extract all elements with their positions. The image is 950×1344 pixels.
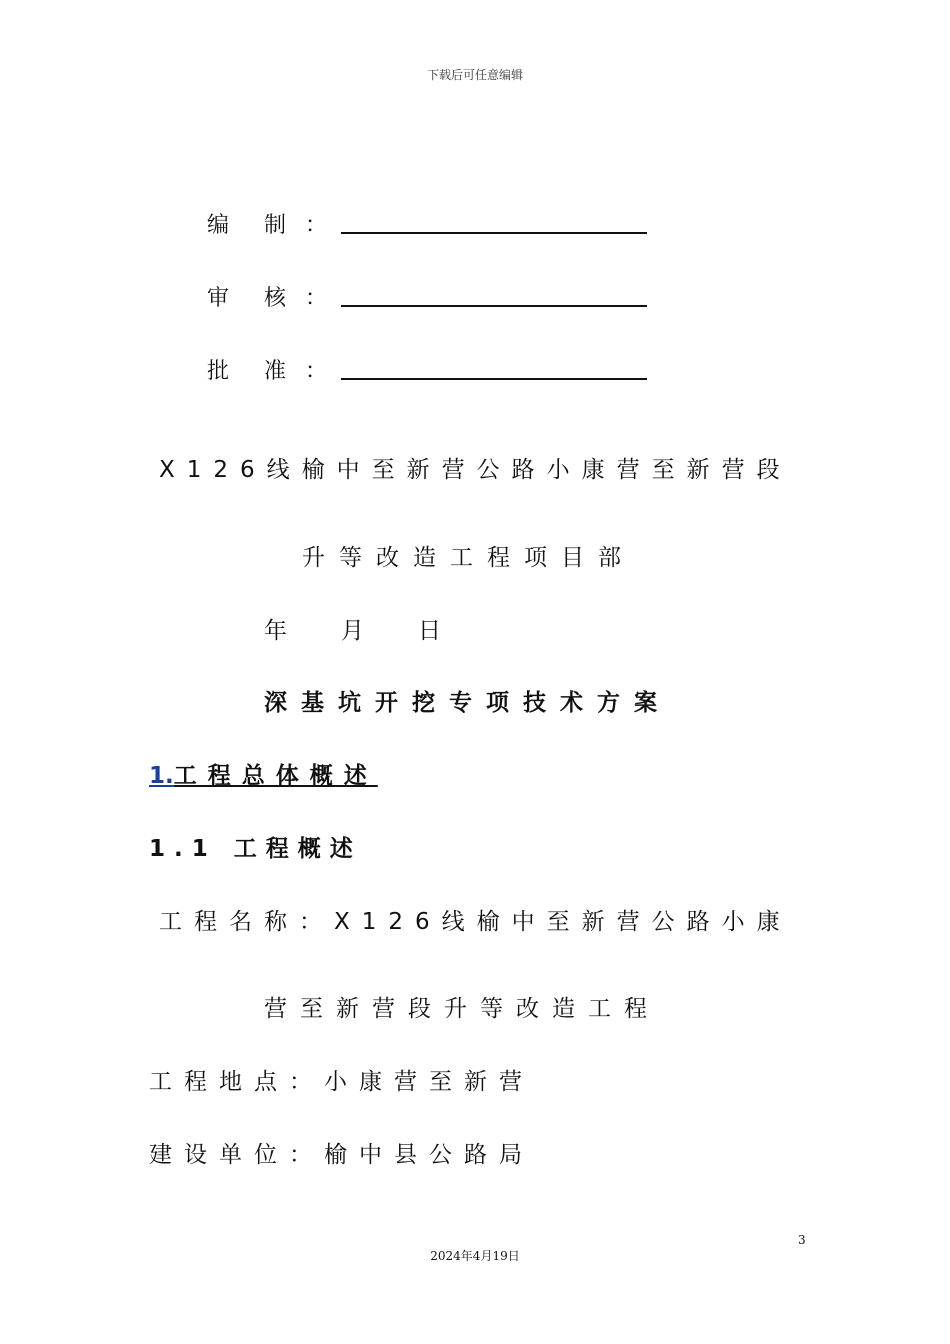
signature-label-char: 制 <box>264 213 290 238</box>
signature-label-char: 核 <box>264 286 290 311</box>
signature-colon: ： <box>305 213 331 238</box>
signature-colon: ： <box>305 286 331 311</box>
signature-label-char: 编 <box>207 213 233 238</box>
section-number-link[interactable]: 1. <box>149 763 174 789</box>
signature-label-char: 审 <box>207 286 233 311</box>
field-project-name-line1: 工程名称：X126线榆中至新营公路小康 <box>159 909 792 935</box>
signature-line <box>341 232 647 234</box>
section-heading-1 <box>149 757 378 790</box>
document-title: 深基坑开挖专项技术方案 <box>264 690 671 716</box>
field-builder: 建设单位：榆中县公路局 <box>149 1142 534 1168</box>
signature-label-char: 批 <box>207 359 233 384</box>
date-day: 日 <box>418 618 441 644</box>
section-heading-1-1: 1.1 工程概述 <box>149 836 362 862</box>
project-name-line2: 升等改造工程项目部 <box>302 545 635 571</box>
signature-colon: ： <box>305 359 331 384</box>
field-project-name-line2: 营至新营段升等改造工程 <box>264 996 660 1022</box>
signature-line <box>341 378 647 380</box>
signature-line <box>341 305 647 307</box>
page-number: 3 <box>798 1233 806 1247</box>
field-project-location: 工程地点：小康营至新营 <box>149 1069 534 1095</box>
footer-date: 2024年4月19日 <box>430 1249 520 1263</box>
date-month: 月 <box>341 618 364 644</box>
signature-label-char: 准 <box>264 359 290 384</box>
page-header: 下载后可任意编辑 <box>426 68 523 82</box>
section-title: 工程总体概述 <box>173 763 378 789</box>
date-year: 年 <box>264 618 287 644</box>
project-name-line1: X126线榆中至新营公路小康营至新营段 <box>159 457 792 483</box>
